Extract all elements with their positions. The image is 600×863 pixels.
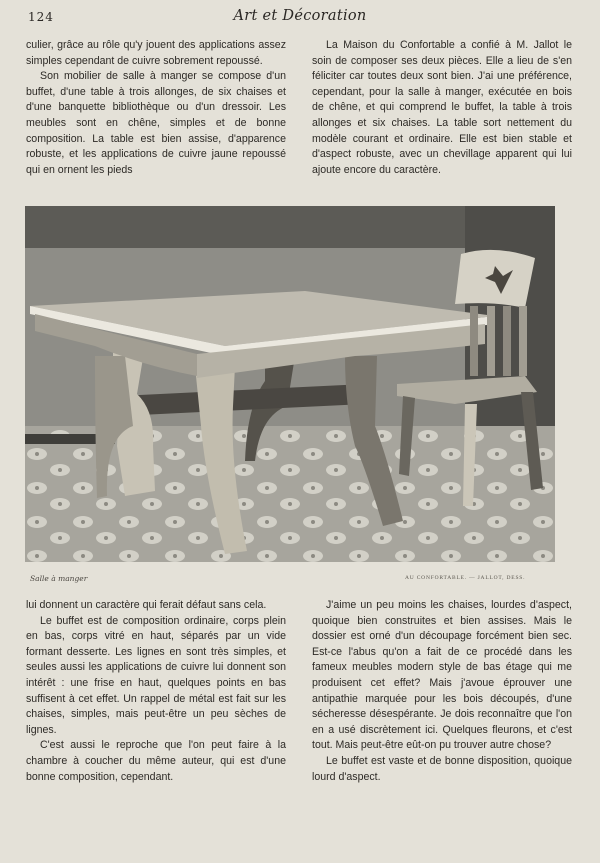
column-top-left [26, 38, 286, 178]
running-title: Art et Décoration [233, 8, 367, 24]
figure-credit: AU CONFORTABLE. — JALLOT, DESS. [405, 575, 526, 581]
paragraph: Le buffet est de composition ordinaire, corps plein en bas, corps vitré en haut, séparés par un vide formant desserte. Les lignes en sont très simples, et seules aussi les applications de cuivre lui donnent son intérêt : une frise en haut, quelques points en bas suffisent à cet effet. Un rappel de métal est fait sur les chaises, simples, mais peut-être un peu sèches de lignes. [26, 614, 286, 736]
figure-caption: Salle à manger [30, 574, 88, 583]
dining-table-photo [25, 206, 555, 562]
paragraph: Le buffet est vaste et de bonne disposition, quoique lourd d'aspect. [312, 754, 572, 783]
paragraph: lui donnent un caractère qui ferait défaut sans cela. [26, 599, 267, 611]
chair-slat [519, 306, 527, 376]
column-bottom-right [312, 598, 572, 785]
page-number: 124 [28, 10, 54, 24]
column-top-right [312, 38, 572, 178]
paragraph: La Maison du Confortable a confié à M. Jallot le soin de composer ses deux pièces. Elle a lieu de s'en féliciter car toutes deux sont bien. J'ai une préférence, cependant, pour la salle à manger, exécutée en bois de chêne, et qui comprend le buffet, la table à trois allonges et six chaises. La table sort nettement du modèle courant et ordinaire. Elle est bien stable et d'aspect robuste, avec un chevillage apparent qui lui ajoute encore du caractère. [312, 39, 572, 176]
figure-photo [25, 206, 555, 562]
paragraph: J'aime un peu moins les chaises, lourdes d'aspect, quoique bien construites et bien assises. Mais le dossier est orné d'un découpage forcément bien sec. Est-ce l'abus qu'on a fait de ce procédé dans les fameux meubles modern style de bas étage qui me produisent cet effet? Mais j'avoue éprouver une antipathie marquée pour les bois découpés, d'une sécheresse désespérante. Je dois reconnaître que l'on en a usé discrètement ici. Quelques fleurons, et c'est tout. Mais peut-être eût-on pu trouver autre chose? [312, 599, 572, 752]
chair-slat [487, 306, 495, 376]
paragraph: Son mobilier de salle à manger se compose d'un buffet, d'une table à trois allonges, de six chaises et d'une banquette bibliothèque ou d'un dressoir. Les meubles sont en chêne, simples et de bonne composition. La table est bien assise, d'apparence robuste, et les applications de cuivre jaune repoussé qui en ornent les pieds [26, 70, 286, 176]
chair-slat [470, 306, 478, 376]
page-header [0, 8, 600, 28]
column-bottom-left [26, 598, 286, 785]
paragraph: C'est aussi le reproche que l'on peut faire à la chambre à coucher du même auteur, qui est d'une bonne composition, cependant. [26, 739, 286, 783]
paragraph: culier, grâce au rôle qu'y jouent des applications assez simples cependant de cuivre sobrement repoussé. [26, 39, 286, 67]
chair-slat [503, 306, 511, 376]
